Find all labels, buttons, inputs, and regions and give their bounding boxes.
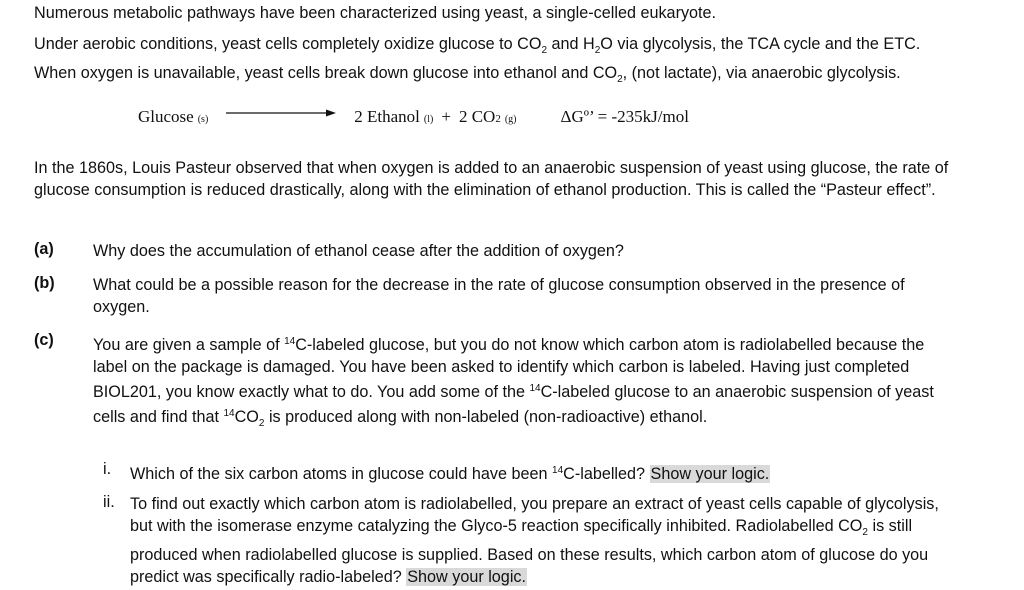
pasteur-effect-paragraph: In the 1860s, Louis Pasteur observed that when oxygen is added to an anaerobic suspension of yeast using glucose, the rate of glucose consumption is reduced drastically, along with the elimination of ethanol production. This is called the “Pasteur effect”. [34,159,949,199]
equation-product-co2: 2 CO [458,107,496,126]
co2-state: (g) [504,114,517,125]
ethanol-state: (l) [423,114,434,125]
subquestion-i-number: i. [103,460,112,478]
equation-product-ethanol: 2 Ethanol [354,107,420,126]
reactant-state: (s) [197,114,209,125]
fermentation-equation [138,107,689,127]
show-logic-highlight: Show your logic. [650,465,770,483]
equation-reactant: Glucose [138,107,194,126]
aerobic-anaerobic-paragraph: Under aerobic conditions, yeast cells completely oxidize glucose to $CO_2$ and $H_2O$ via glycolysis, the TCA cycle and the ETC. When oxygen is unavailable, yeast cells break down glucose into ethanol and $CO_2$, (not lactate), via anaerobic glycolysis. [34,35,921,86]
reaction-arrow-icon [226,108,336,118]
question-c-text: You are given a sample of $^{14}$C-labeled glucose, but you do not know which carbon atom is radiolabelled because the label on the package is damaged. You have been asked to identify which carbon is labeled. Having just completed BIOL201, you know exactly what to do. You add some of the $^{14}$C-labeled glucose to an anaerobic suspension of yeast cells and find that $^{14}CO_2$ is produced along with non-labeled (non-radioactive) ethanol. [93,336,934,430]
intro-sentence: Numerous metabolic pathways have been characterized using yeast, a single-celled eukaryote. [34,4,717,22]
question-c-label: (c) [34,331,54,349]
subquestion-ii-number: ii. [103,493,115,511]
delta-g-value: ΔGº’ = -235kJ/mol [560,107,689,126]
question-b-label: (b) [34,274,55,292]
show-logic-highlight: Show your logic. [407,568,527,587]
question-a-label: (a) [34,240,54,258]
subquestion-ii-text: To find out exactly which carbon atom is radiolabelled, you prepare an extract of yeast cells capable of glycolysis, but with the isomerase enzyme catalyzing the Glyco-5 reaction specifically inhibited. Radiolabelled $CO_2$ is still produced when radiolabelled glucose is supplied. Based on these results, which carbon atom of glucose do you predict was specifically radio-labeled? Show your logic. [130,495,939,587]
subquestion-i-text: Which of the six carbon atoms in glucose could have been $^{14}$C-labelled? Show your logic. [130,465,770,483]
question-a-text: Why does the accumulation of ethanol cease after the addition of oxygen? [93,242,624,260]
question-b-text: What could be a possible reason for the decrease in the rate of glucose consumption observed in the presence of oxygen. [93,276,905,316]
equation-plus: + [441,107,451,126]
co2-subscript: 2 [495,113,501,125]
